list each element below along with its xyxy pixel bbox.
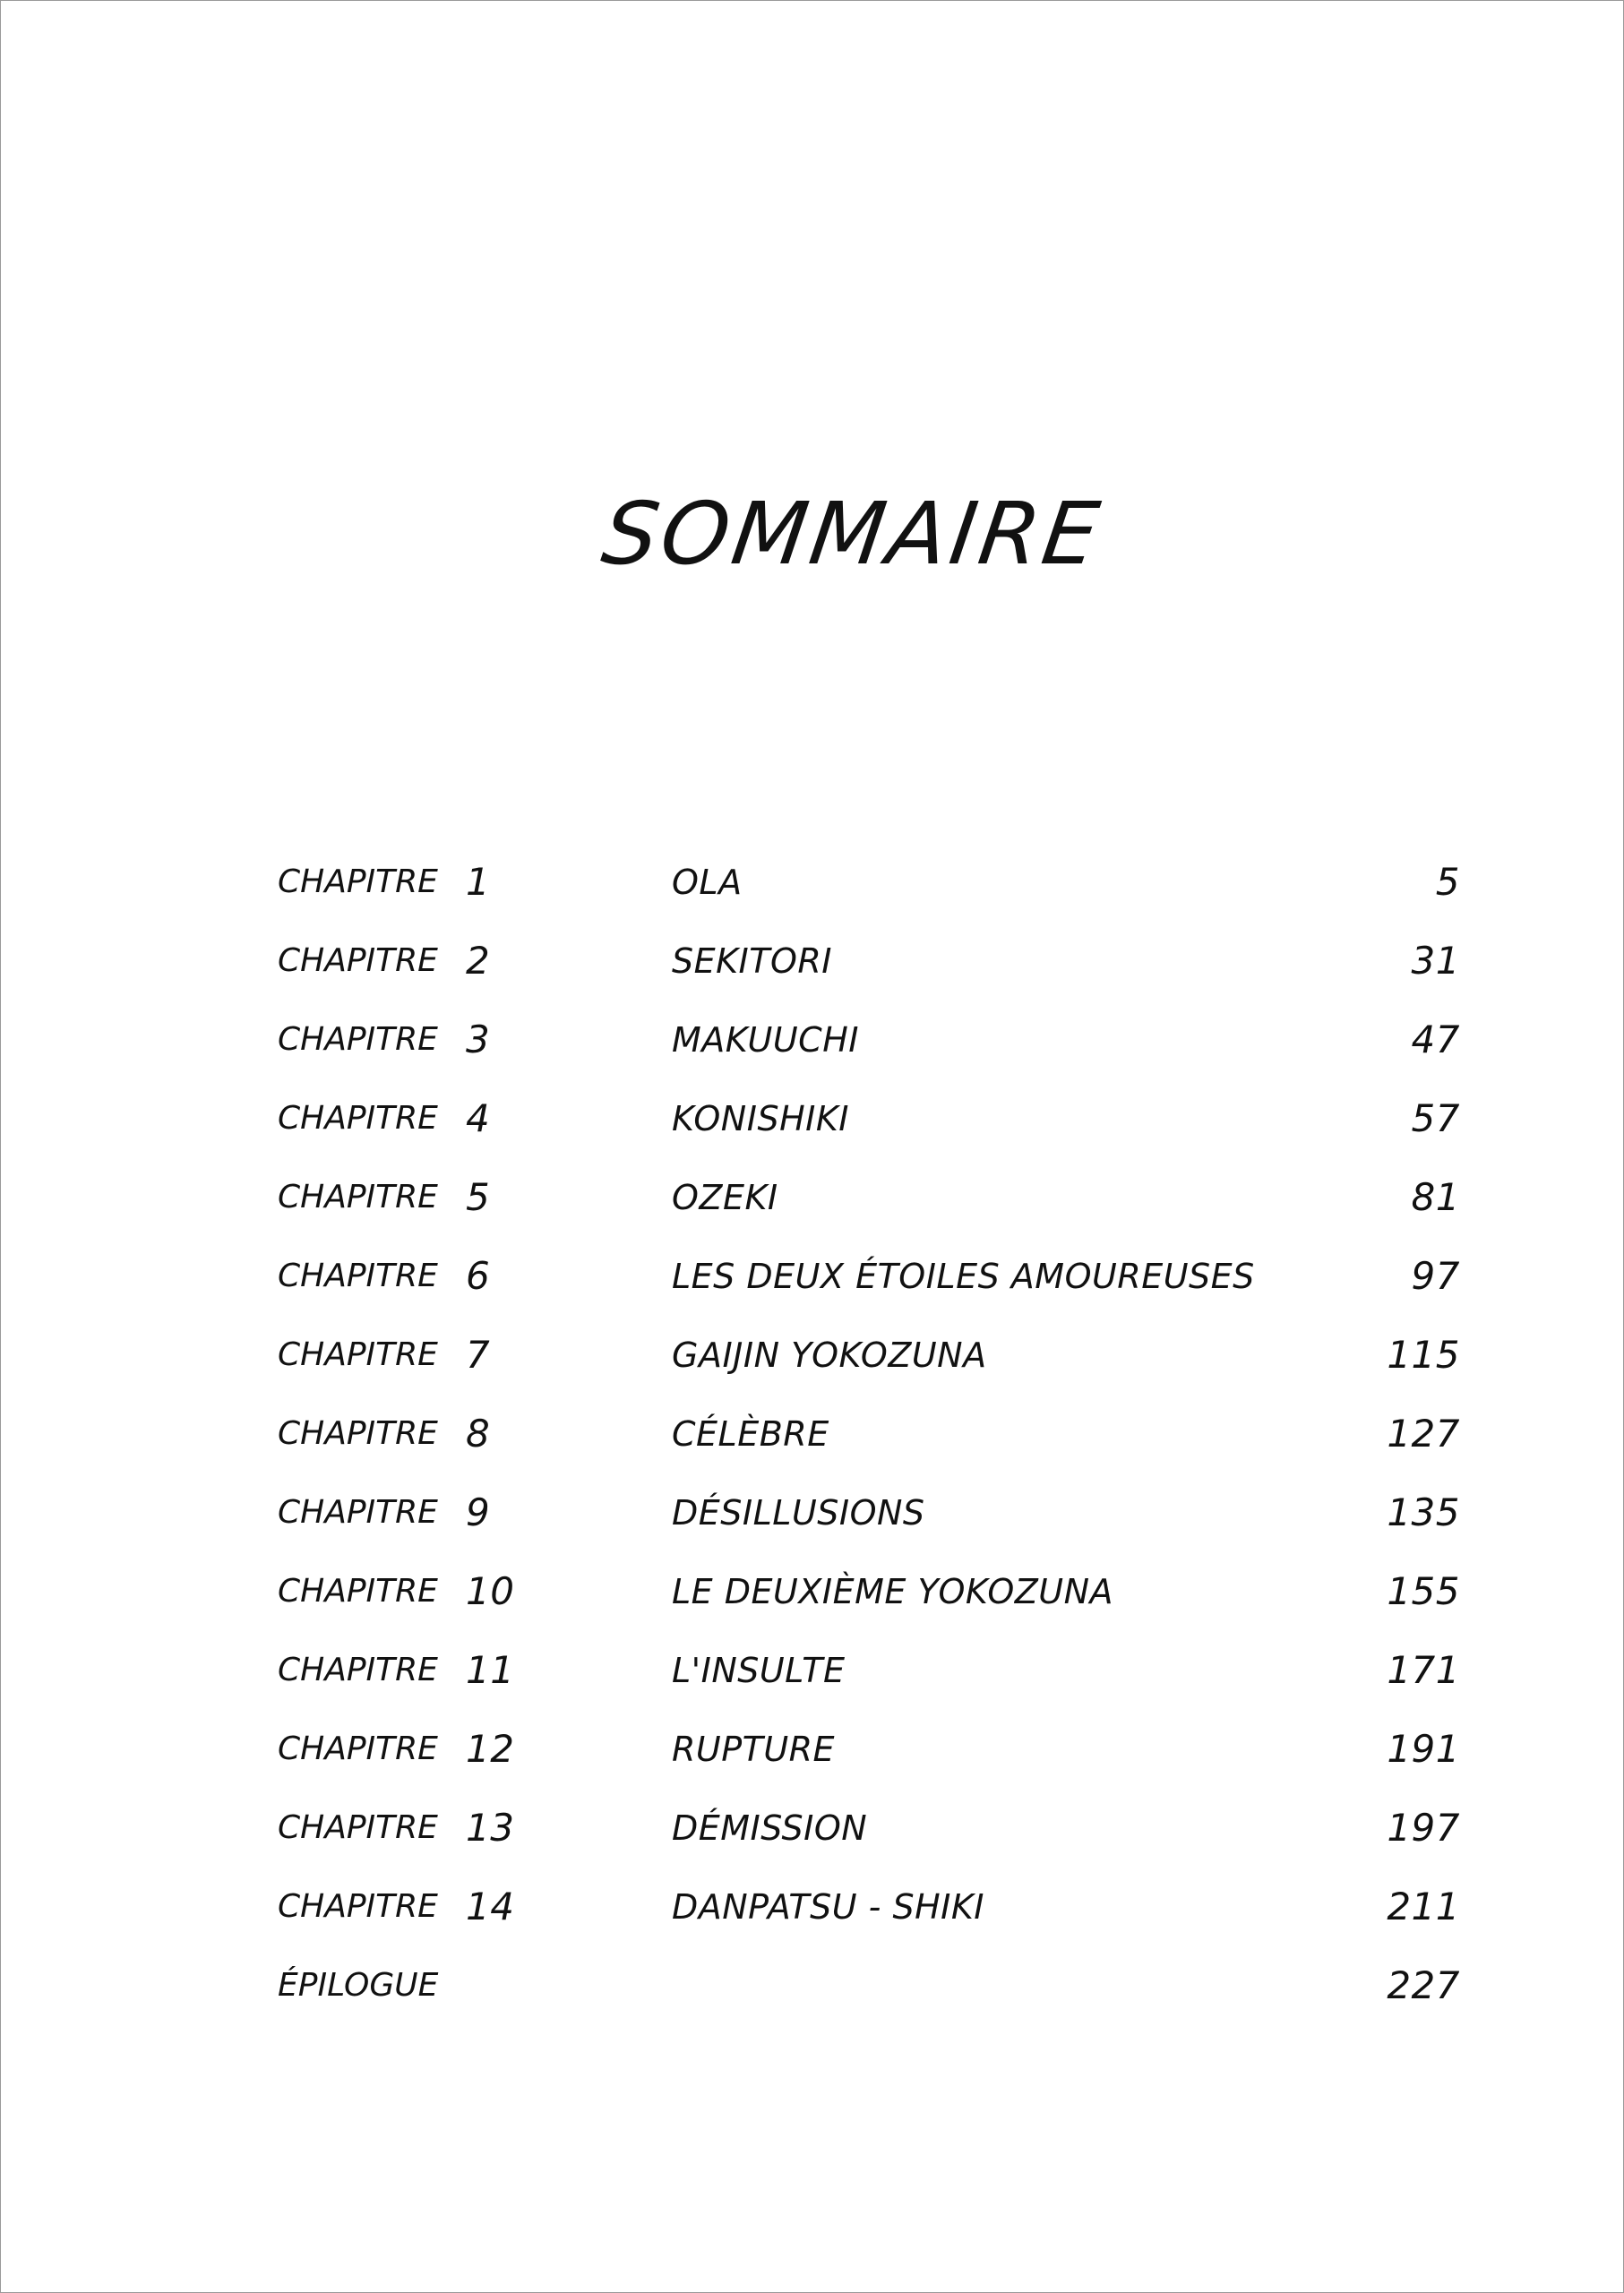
chapter-label: CHAPITRE (278, 863, 438, 900)
chapter-label: CHAPITRE (278, 1652, 438, 1688)
chapter-page: 135 (1387, 1490, 1460, 1534)
chapter-page: 5 (1435, 860, 1460, 904)
chapter-label: CHAPITRE (278, 1100, 438, 1137)
chapter-title: MAKUUCHI (672, 1020, 859, 1060)
chapter-number: 11 (466, 1648, 515, 1692)
toc-row[interactable] (0, 1880, 1624, 1959)
toc-row[interactable] (0, 1328, 1624, 1407)
toc-row[interactable] (0, 1250, 1624, 1328)
chapter-title: SEKITORI (672, 941, 832, 981)
chapter-page: 171 (1387, 1648, 1460, 1692)
toc-row[interactable] (0, 1013, 1624, 1092)
chapter-title: KONISHIKI (672, 1099, 849, 1138)
chapter-number: 5 (466, 1175, 491, 1219)
chapter-label: CHAPITRE (278, 1179, 438, 1215)
chapter-title: CÉLÈBRE (672, 1414, 829, 1454)
chapter-number: 13 (466, 1806, 515, 1850)
chapter-page: 191 (1387, 1727, 1460, 1771)
chapter-title: RUPTURE (672, 1730, 836, 1769)
page-title: SOMMAIRE (596, 484, 1109, 584)
chapter-number: 2 (466, 939, 491, 983)
chapter-label: CHAPITRE (278, 1730, 438, 1767)
chapter-label: CHAPITRE (278, 1494, 438, 1531)
toc-row[interactable] (0, 1407, 1624, 1486)
chapter-number: 9 (466, 1490, 491, 1534)
chapter-label: CHAPITRE (278, 1888, 438, 1925)
toc-row[interactable] (0, 1486, 1624, 1565)
chapter-page: 127 (1387, 1412, 1460, 1456)
chapter-page: 31 (1411, 939, 1460, 983)
table-of-contents (0, 855, 1624, 2038)
chapter-label: CHAPITRE (278, 1021, 438, 1058)
chapter-page: 97 (1411, 1254, 1460, 1298)
chapter-title: GAIJIN YOKOZUNA (672, 1335, 987, 1375)
chapter-title: OLA (672, 863, 743, 902)
chapter-title: DÉSILLUSIONS (672, 1493, 925, 1533)
chapter-label: CHAPITRE (278, 1258, 438, 1294)
chapter-label: CHAPITRE (278, 942, 438, 979)
toc-row[interactable] (0, 855, 1624, 934)
chapter-title: LES DEUX ÉTOILES AMOUREUSES (672, 1257, 1255, 1296)
chapter-page: 197 (1387, 1806, 1460, 1850)
chapter-page: 227 (1387, 1963, 1460, 2007)
chapter-label: CHAPITRE (278, 1415, 438, 1452)
chapter-number: 8 (466, 1412, 491, 1456)
chapter-page: 115 (1387, 1333, 1460, 1377)
chapter-page: 57 (1411, 1096, 1460, 1140)
chapter-page: 47 (1411, 1018, 1460, 1061)
chapter-page: 81 (1411, 1175, 1460, 1219)
chapter-number: 4 (466, 1096, 491, 1140)
chapter-page: 155 (1387, 1569, 1460, 1613)
chapter-title: LE DEUXIÈME YOKOZUNA (672, 1572, 1113, 1611)
chapter-label: CHAPITRE (278, 1336, 438, 1373)
chapter-number: 1 (466, 860, 491, 904)
toc-row[interactable] (0, 1171, 1624, 1250)
chapter-label: CHAPITRE (278, 1809, 438, 1846)
chapter-number: 14 (466, 1885, 515, 1928)
chapter-title: DANPATSU - SHIKI (672, 1887, 984, 1927)
toc-row[interactable] (0, 1722, 1624, 1801)
chapter-number: 3 (466, 1018, 491, 1061)
chapter-page: 211 (1387, 1885, 1460, 1928)
chapter-label: CHAPITRE (278, 1573, 438, 1610)
chapter-number: 7 (466, 1333, 491, 1377)
epilogue-label: ÉPILOGUE (278, 1967, 439, 2004)
toc-row[interactable] (0, 934, 1624, 1013)
toc-row[interactable] (0, 1565, 1624, 1644)
chapter-title: L'INSULTE (672, 1651, 846, 1690)
toc-row[interactable] (0, 1644, 1624, 1722)
chapter-title: DÉMISSION (672, 1808, 868, 1848)
chapter-title: OZEKI (672, 1178, 778, 1217)
toc-row[interactable] (0, 1801, 1624, 1880)
chapter-number: 10 (466, 1569, 515, 1613)
chapter-number: 12 (466, 1727, 515, 1771)
toc-row[interactable] (0, 1092, 1624, 1171)
chapter-number: 6 (466, 1254, 491, 1298)
toc-row[interactable] (0, 1959, 1624, 2038)
